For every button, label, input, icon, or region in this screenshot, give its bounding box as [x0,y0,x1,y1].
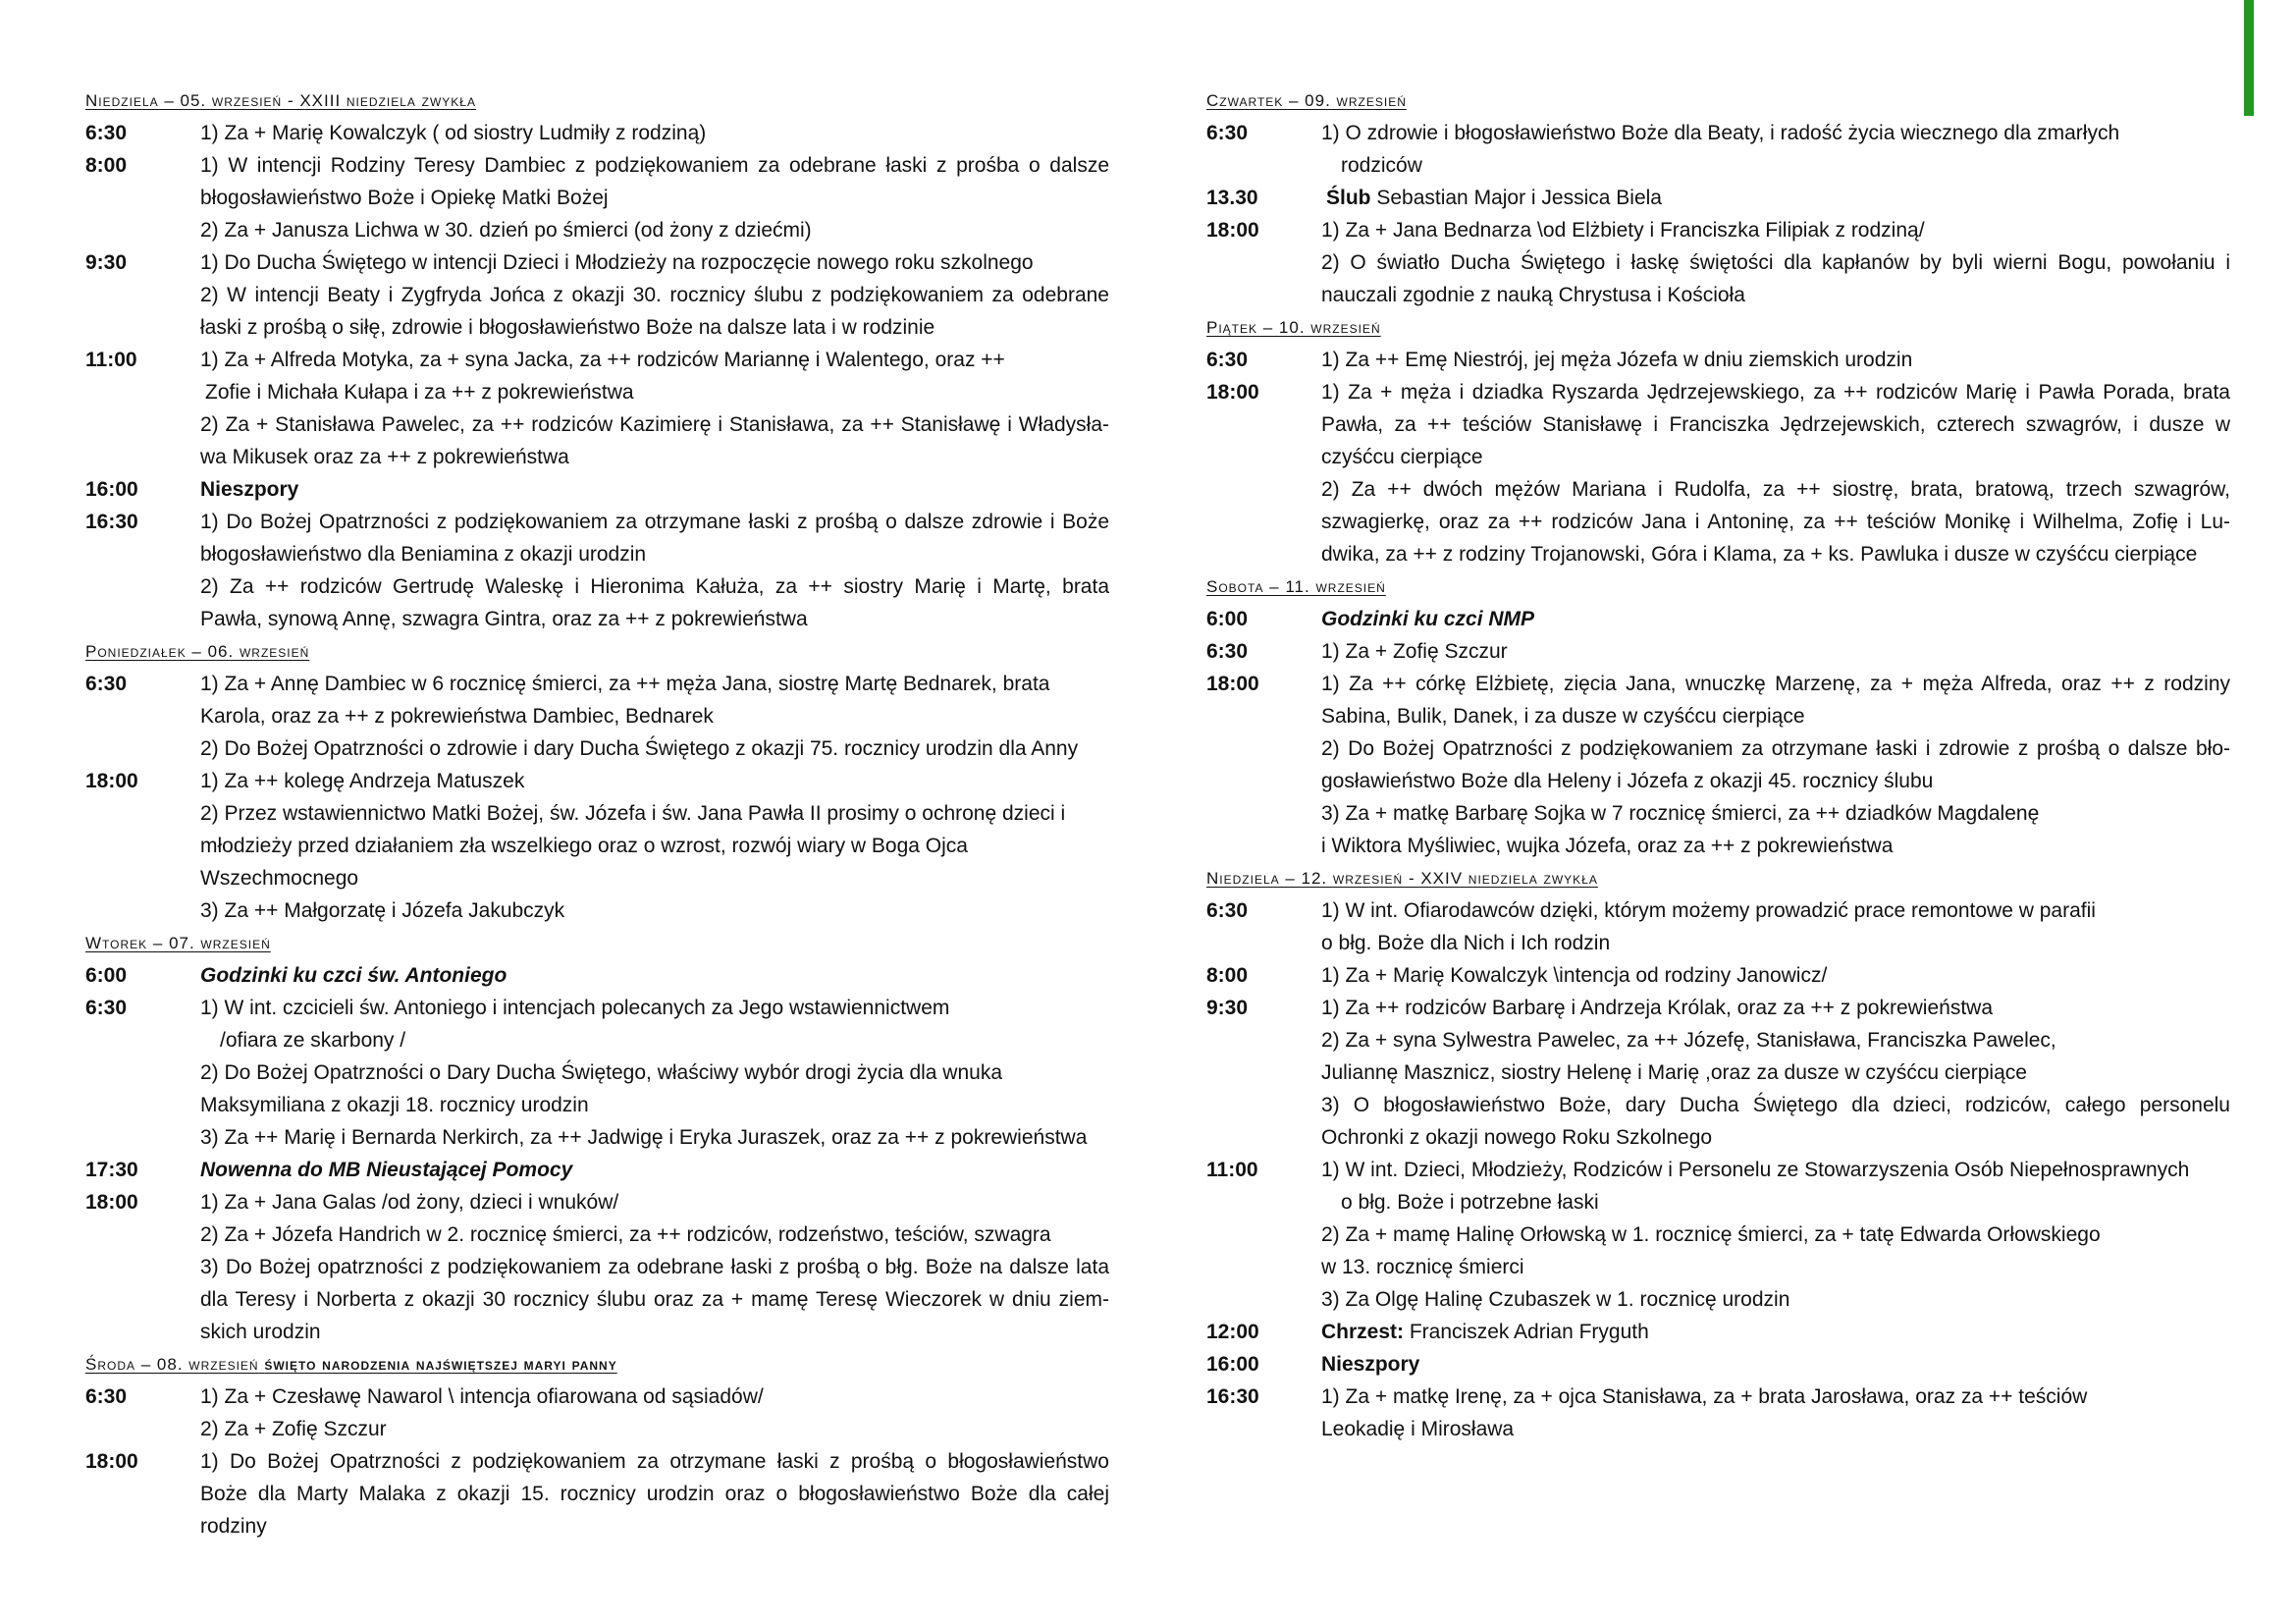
mass-time: 18:00 [1206,219,1259,242]
intention-line: /ofiara ze skarbony / [220,1029,406,1052]
intentions [200,117,1109,149]
intention-line: Zofie i Michała Kułapa i za ++ z pokrewieństwa [205,381,634,404]
intention-line: 2) Za ++ dwóch mężów Mariana i Rudolfa, za ++ siostrę, brata, bratową, trzech szwagrów, [1321,478,2230,501]
day-header-title: Piątek – 10. wrzesień [1206,318,1381,337]
intention-line: 3) Za Olgę Halinę Czubaszek w 1. rocznicę urodzin [1321,1288,1790,1311]
intention-line: 2) Do Bożej Opatrzności z podziękowaniem za otrzymane łaski i zdrowie z prośbą o dalsze bło- [1321,737,2230,760]
intentions [200,506,1109,635]
intention-line: 1) Za + Alfreda Motyka, za + syna Jacka, za ++ rodziców Mariannę i Walentego, oraz ++ [200,349,1005,371]
day-header-title: Wtorek – 07. wrzesień [85,934,271,952]
mass-time: 13.30 [1206,187,1258,209]
day-header-title: Niedziela – 05. wrzesień - XXIII niedziela zwykła [85,91,476,110]
intention-line: 1) Za + Jana Bednarza \od Elżbiety i Franciszka Filipiak z rodziną/ [1321,219,1925,242]
mass-time: 6:00 [1206,608,1249,630]
intention-line: Juliannę Masznicz, siostry Helenę i Marię ,oraz za dusze w czyśćcu cierpiące [1321,1061,2027,1084]
intention-line: 3) O błogosławieństwo Boże, dary Ducha Świętego dla dzieci, rodziców, całego personelu [1321,1094,2230,1116]
mass-entry [85,246,1109,344]
intention-line: 1) Do Bożej Opatrzności z podziękowaniem za otrzymane łaski z prośbą o błogosławieństwo [200,1450,1109,1473]
intention-line [1321,182,2230,214]
day-section [1206,84,2230,311]
intention-line: Boże dla Marty Malaka z okazji 15. rocznicy urodzin oraz o błogosławieństwo Boże dla całej [200,1483,1109,1505]
intention-line: 1) W intencji Rodziny Teresy Dambiec z podziękowaniem za odebrane łaski z prośba o dalsze [200,154,1109,177]
intentions [200,765,1109,927]
mass-time: 16:00 [85,478,138,501]
mass-time: 11:00 [1206,1159,1258,1181]
intention-line: 2) Za + syna Sylwestra Pawelec, za ++ Józefę, Stanisława, Franciszka Pawelec, [1321,1029,2056,1052]
mass-time: 6:30 [85,122,128,144]
mass-entry [85,117,1109,149]
intention-line: 1) Do Bożej Opatrzności z podziękowaniem za otrzymane łaski z prośbą o dalsze zdrowie i Boże [200,511,1109,533]
day-header [85,635,1109,668]
day-section [85,1348,1109,1543]
intention-line: czyśćcu cierpiące [1321,446,1483,468]
intentions [1321,214,2230,311]
mass-time: 6:30 [85,673,128,695]
intention-line: Wszechmocnego [200,867,359,890]
intention-line: Nieszpory [1321,1353,1420,1376]
intention-line: 2) Za + Zofię Szczur [200,1418,387,1440]
day-header [85,1348,1109,1380]
mass-entry [1206,959,2230,992]
day-header [85,927,1109,959]
mass-time: 18:00 [85,1450,138,1473]
intentions [200,1445,1109,1543]
mass-time: 9:30 [1206,997,1249,1019]
intentions [200,1186,1109,1348]
day-section [1206,311,2230,570]
intentions [200,992,1109,1154]
intentions [200,1154,1109,1186]
intention-line: 1) Za + Zofię Szczur [1321,640,1508,663]
mass-time: 18:00 [85,770,138,792]
intention-line: 3) Za ++ Małgorzatę i Józefa Jakubczyk [200,899,565,922]
day-header-title: Czwartek – 09. wrzesień [1206,91,1407,110]
intention-line: szwagierkę, oraz za ++ rodziców Jana i Antoninę, za ++ teściów Monikę i Wilhelma, Zofię i Lu- [1321,511,2230,533]
intention-line: błogosławieństwo dla Beniamina z okazji urodzin [200,543,647,566]
mass-entry [1206,1380,2230,1445]
intention-line: o błg. Boże dla Nich i Ich rodzin [1321,932,1611,954]
mass-time: 9:30 [85,251,128,274]
mass-time: 8:00 [1206,964,1249,987]
intention-line: Karola, oraz za ++ z pokrewieństwa Dambiec, Bednarek [200,705,714,728]
intention-line: wa Mikusek oraz za ++ z pokrewieństwa [200,446,569,468]
intentions [1321,1380,2230,1445]
mass-entry [1206,182,2230,214]
mass-time: 6:30 [1206,349,1249,371]
day-header [1206,84,2230,117]
mass-time: 6:30 [85,997,128,1019]
intention-line: Sabina, Bulik, Danek, i za dusze w czyśćcu cierpiące [1321,705,1805,728]
intention-rest: Sebastian Major i Jessica Biela [1370,187,1662,209]
intention-line: Leokadię i Mirosława [1321,1418,1515,1440]
mass-entry [1206,376,2230,570]
mass-entry [85,1445,1109,1543]
mass-time: 6:30 [1206,640,1249,663]
intention-line: 1) Do Ducha Świętego w intencji Dzieci i Młodzieży na rozpoczęcie nowego roku szkolnego [200,251,1034,274]
intention-line: 1) Za + Marię Kowalczyk \intencja od rodziny Janowicz/ [1321,964,1828,987]
intention-line: 1) Za + Marię Kowalczyk ( od siostry Ludmiły z rodziną) [200,122,707,144]
intention-line: Pawła, synową Annę, szwagra Gintra, oraz za ++ z pokrewieństwa [200,608,808,630]
intentions [1321,344,2230,376]
intentions [1321,959,2230,992]
intention-line [1321,1316,2230,1348]
day-header [1206,311,2230,344]
intention-line: rodziców [1341,154,1422,177]
intention-line: błogosławieństwo Boże i Opiekę Matki Bożej [200,187,609,209]
mass-entry [1206,603,2230,635]
mass-entry [85,959,1109,992]
mass-entry [85,1186,1109,1348]
intention-line: Godzinki ku czci św. Antoniego [200,964,507,987]
intention-line: nauczali zgodnie z nauką Chrystusa i Kościoła [1321,284,1745,306]
day-header-title: Środa – 08. wrzesień [85,1355,259,1374]
mass-time: 6:30 [1206,122,1249,144]
intention-line: 2) Za + Józefa Handrich w 2. rocznicę śmierci, za ++ rodziców, rodzeństwo, teściów, szwagra [200,1223,1051,1246]
mass-entry [1206,117,2230,182]
mass-entry [1206,668,2230,862]
mass-time: 16:30 [85,511,138,533]
mass-entry [1206,635,2230,668]
mass-time: 11:00 [85,349,137,371]
mass-time: 6:30 [1206,899,1249,922]
intentions [200,344,1109,473]
intention-line: Nieszpory [200,478,299,501]
mass-time: 18:00 [1206,381,1259,404]
intention-line: 1) Za + Czesławę Nawarol \ intencja ofiarowana od sąsiadów/ [200,1385,764,1408]
intention-line: 2) Do Bożej Opatrzności o zdrowie i dary Ducha Świętego z okazji 75. rocznicy urodzin dla Anny [200,737,1079,760]
intention-line: gosławieństwo Boże dla Heleny i Józefa z okazji 45. rocznicy ślubu [1321,770,1934,792]
intentions [1321,603,2230,635]
mass-time: 17:30 [85,1159,138,1181]
mass-entry [85,506,1109,635]
day-section [1206,862,2230,1445]
intention-line: dwika, za ++ z rodziny Trojanowski, Góra i Klama, za + ks. Pawluka i dusze w czyśćcu cierpiące [1321,543,2198,566]
intention-line: rodziny [200,1515,267,1538]
right-column [1206,84,2230,1445]
intention-lead: Chrzest: [1321,1321,1405,1343]
mass-entry [85,668,1109,765]
intention-line: w 13. rocznicę śmierci [1321,1256,1524,1278]
intention-line: 1) Za ++ córkę Elżbietę, zięcia Jana, wnuczkę Marzenę, za + męża Alfreda, oraz ++ z rodziny [1321,673,2230,695]
mass-entry [85,992,1109,1154]
intention-line: 1) O zdrowie i błogosławieństwo Boże dla Beaty, i radość życia wiecznego dla zmarłych [1321,122,2120,144]
mass-entry [85,765,1109,927]
mass-entry [85,344,1109,473]
mass-entry [85,149,1109,246]
intention-line: 1) Za + matkę Irenę, za + ojca Stanisława, za + brata Jarosława, oraz za ++ teściów [1321,1385,2088,1408]
intention-line: 3) Za ++ Marię i Bernarda Nerkirch, za ++ Jadwigę i Eryka Juraszek, oraz za ++ z pokrewieństwa [200,1126,1088,1149]
day-header [85,84,1109,117]
intentions [1321,1154,2230,1316]
intentions [200,473,1109,506]
intention-line: o błg. Boże i potrzebne łaski [1341,1191,1599,1214]
intention-line: 1) Za + Annę Dambiec w 6 rocznicę śmierci, za ++ męża Jana, siostrę Martę Bednarek, brata [200,673,1050,695]
mass-entry [1206,1154,2230,1316]
intention-line: 1) Za ++ Emę Niestrój, jej męża Józefa w dniu ziemskich urodzin [1321,349,1913,371]
intention-line: 2) Za ++ rodziców Gertrudę Waleskę i Hieronima Kałuża, za ++ siostry Marię i Martę, brata [200,575,1109,598]
intention-line: 2) Za + Stanisława Pawelec, za ++ rodziców Kazimierę i Stanisława, za ++ Stanisławę i Władysła- [200,413,1109,436]
mass-entry [1206,992,2230,1154]
intentions [1321,992,2230,1154]
intentions [1321,1348,2230,1380]
intention-line: 3) Do Bożej opatrzności z podziękowaniem za odebrane łaski z prośbą o błg. Boże na dalsze lata [200,1256,1109,1278]
intention-line: 3) Za + matkę Barbarę Sojka w 7 rocznicę śmierci, za ++ dziadków Magdalenę [1321,802,2040,825]
intentions [1321,376,2230,570]
intention-line: Maksymiliana z okazji 18. rocznicy urodzin [200,1094,589,1116]
mass-entry [1206,1316,2230,1348]
intentions [1321,182,2230,214]
intention-line: 1) Za + Jana Galas /od żony, dzieci i wnuków/ [200,1191,619,1214]
intention-lead: Ślub [1326,187,1371,209]
intention-line: 2) W intencji Beaty i Zygfryda Jońca z okazji 30. rocznicy ślubu z podziękowaniem za odebrane [200,284,1109,306]
feast-name: święto narodzenia najświętszej maryi panny [264,1355,617,1374]
mass-time: 6:30 [85,1385,128,1408]
intention-line: 2) Za + Janusza Lichwa w 30. dzień po śmierci (od żony z dziećmi) [200,219,812,242]
mass-time: 16:30 [1206,1385,1259,1408]
day-header-title: Niedziela – 12. wrzesień - XXIV niedziela zwykła [1206,869,1598,888]
intention-line: 2) Przez wstawiennictwo Matki Bożej, św. Józefa i św. Jana Pawła II prosimy o ochronę dzieci i [200,802,1066,825]
day-header [1206,862,2230,894]
intentions [200,668,1109,765]
intentions [200,246,1109,344]
mass-entry [1206,214,2230,311]
intention-line: 1) Za ++ rodziców Barbarę i Andrzeja Królak, oraz za ++ z pokrewieństwa [1321,997,1993,1019]
mass-entry [1206,894,2230,959]
intentions [1321,117,2230,182]
intention-line: 1) Za + męża i dziadka Ryszarda Jędrzejewskiego, za ++ rodziców Marię i Pawła Porada, brata [1321,381,2230,404]
intentions [200,959,1109,992]
day-section [85,927,1109,1348]
intention-line: 2) Do Bożej Opatrzności o Dary Ducha Świętego, właściwy wybór drogi życia dla wnuka [200,1061,1003,1084]
intention-rest: Franciszek Adrian Fryguth [1404,1321,1649,1343]
mass-entry [85,1380,1109,1445]
mass-time: 6:00 [85,964,128,987]
intentions [200,1380,1109,1445]
intention-line: Godzinki ku czci NMP [1321,608,1535,630]
intentions [1321,894,2230,959]
intention-line: dla Teresy i Norberta z okazji 30 rocznicy ślubu oraz za + mamę Teresę Wieczorek w dniu ziem- [200,1288,1109,1311]
day-section [85,84,1109,635]
mass-entry [85,473,1109,506]
day-section [85,635,1109,927]
mass-time: 16:00 [1206,1353,1259,1376]
intention-line: skich urodzin [200,1321,321,1343]
day-section [1206,570,2230,862]
intention-line: 1) W int. Ofiarodawców dzięki, którym możemy prowadzić prace remontowe w parafii [1321,899,2096,922]
intention-line: 1) W int. czcicieli św. Antoniego i intencjach polecanych za Jego wstawiennictwem [200,997,950,1019]
mass-time: 18:00 [85,1191,138,1214]
intentions [1321,1316,2230,1348]
day-header-title: Sobota – 11. wrzesień [1206,577,1386,596]
intention-line: 1) W int. Dzieci, Młodzieży, Rodziców i Personelu ze Stowarzyszenia Osób Niepełnosprawnych [1321,1159,2190,1181]
mass-time: 12:00 [1206,1321,1259,1343]
intentions [1321,635,2230,668]
green-accent-bar [2244,0,2254,116]
intention-line: Pawła, za ++ teściów Stanisławę i Franciszka Jędrzejewskich, czterech szwagrów, i dusze w [1321,413,2230,436]
mass-time: 18:00 [1206,673,1259,695]
intention-line: Nowenna do MB Nieustającej Pomocy [200,1159,573,1181]
day-header [1206,570,2230,603]
intention-line: 2) Za + mamę Halinę Orłowską w 1. rocznicę śmierci, za + tatę Edwarda Orłowskiego [1321,1223,2101,1246]
intention-line: 1) Za ++ kolegę Andrzeja Matuszek [200,770,525,792]
mass-time: 8:00 [85,154,128,177]
intentions [200,149,1109,246]
intention-line: 2) O światło Ducha Świętego i łaskę świętości dla kapłanów by byli wierni Bogu, powołaniu i [1321,251,2230,274]
intention-line: Ochronki z okazji nowego Roku Szkolnego [1321,1126,1713,1149]
intention-line: i Wiktora Myśliwiec, wujka Józefa, oraz za ++ z pokrewieństwa [1321,835,1894,857]
left-column [85,84,1109,1543]
intentions [1321,668,2230,862]
mass-entry [1206,1348,2230,1380]
day-header-title: Poniedziałek – 06. wrzesień [85,642,310,661]
mass-entry [1206,344,2230,376]
intention-line: łaski z prośbą o siłę, zdrowie i błogosławieństwo Boże na dalsze lata i w rodzinie [200,316,935,339]
mass-entry [85,1154,1109,1186]
intention-line: młodzieży przed działaniem zła wszelkiego oraz o wzrost, rozwój wiary w Boga Ojca [200,835,968,857]
